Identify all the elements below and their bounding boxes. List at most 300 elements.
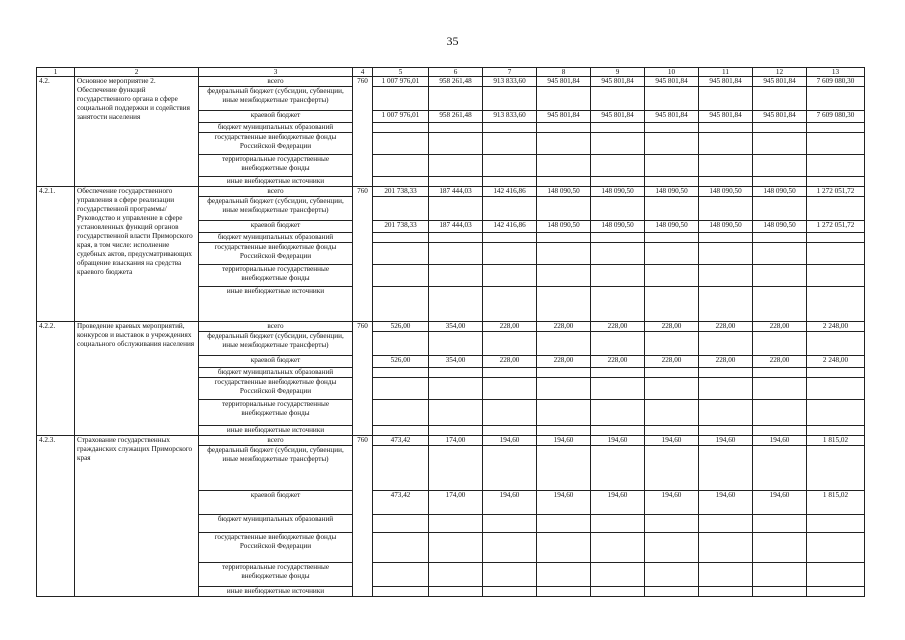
value-cell: 148 090,50 xyxy=(537,221,591,233)
value-cell xyxy=(753,533,807,563)
funding-source: федеральный бюджет (субсидии, субвенции, иные межбюджетные трансферты) xyxy=(199,446,353,491)
value-cell xyxy=(537,378,591,400)
value-cell xyxy=(645,446,699,491)
value-cell xyxy=(807,533,865,563)
value-cell xyxy=(373,155,429,177)
value-cell xyxy=(645,400,699,426)
table-row xyxy=(37,77,865,87)
value-cell xyxy=(373,400,429,426)
value-cell xyxy=(807,243,865,265)
value-cell xyxy=(429,265,483,287)
value-cell xyxy=(807,133,865,155)
value-cell xyxy=(753,368,807,378)
funding-source: территориальные государственные внебюджетные фонды xyxy=(199,265,353,287)
funding-source: бюджет муниципальных образований xyxy=(199,368,353,378)
value-cell xyxy=(591,368,645,378)
funding-source: территориальные государственные внебюджетные фонды xyxy=(199,155,353,177)
value-cell xyxy=(483,368,537,378)
value-cell xyxy=(753,287,807,322)
value-cell: 194,60 xyxy=(753,436,807,446)
value-cell xyxy=(483,587,537,597)
value-cell xyxy=(483,378,537,400)
value-cell xyxy=(807,87,865,111)
value-cell xyxy=(753,587,807,597)
value-cell xyxy=(591,563,645,587)
value-cell xyxy=(807,563,865,587)
value-cell xyxy=(753,332,807,356)
value-cell: 228,00 xyxy=(753,356,807,368)
value-cell xyxy=(537,177,591,187)
value-cell: 148 090,50 xyxy=(699,221,753,233)
header-cell: 12 xyxy=(753,68,807,77)
value-cell xyxy=(753,265,807,287)
value-cell xyxy=(483,287,537,322)
value-cell xyxy=(807,378,865,400)
value-cell xyxy=(591,533,645,563)
value-cell: 142 416,86 xyxy=(483,187,537,197)
item-number: 4.2.3. xyxy=(37,436,75,597)
value-cell xyxy=(807,400,865,426)
value-cell: 958 261,48 xyxy=(429,111,483,123)
funding-source: всего xyxy=(199,187,353,197)
value-cell xyxy=(699,87,753,111)
value-cell xyxy=(699,155,753,177)
value-cell: 7 609 080,30 xyxy=(807,77,865,87)
funding-source: бюджет муниципальных образований xyxy=(199,515,353,533)
value-cell: 945 801,84 xyxy=(699,111,753,123)
value-cell: 228,00 xyxy=(591,356,645,368)
value-cell: 1 272 051,72 xyxy=(807,187,865,197)
page-number: 35 xyxy=(446,34,459,48)
value-cell: 228,00 xyxy=(753,322,807,332)
value-cell xyxy=(373,243,429,265)
value-cell: 945 801,84 xyxy=(591,111,645,123)
value-cell xyxy=(753,243,807,265)
value-cell xyxy=(429,563,483,587)
value-cell xyxy=(645,287,699,322)
value-cell xyxy=(373,123,429,133)
value-cell xyxy=(807,197,865,221)
value-cell xyxy=(807,177,865,187)
value-cell xyxy=(537,563,591,587)
value-cell xyxy=(699,123,753,133)
value-cell xyxy=(753,515,807,533)
funding-source: бюджет муниципальных образований xyxy=(199,233,353,243)
value-cell: 945 801,84 xyxy=(537,77,591,87)
item-name: Страхование государственных гражданских служащих Приморского края xyxy=(75,436,199,597)
value-cell xyxy=(537,515,591,533)
value-cell: 228,00 xyxy=(645,356,699,368)
value-cell xyxy=(807,368,865,378)
value-cell: 945 801,84 xyxy=(645,77,699,87)
value-cell xyxy=(483,123,537,133)
header-cell: 10 xyxy=(645,68,699,77)
value-cell xyxy=(807,446,865,491)
value-cell xyxy=(483,155,537,177)
funding-source: федеральный бюджет (субсидии, субвенции, иные межбюджетные трансферты) xyxy=(199,332,353,356)
funding-source: краевой бюджет xyxy=(199,111,353,123)
value-cell xyxy=(373,233,429,243)
value-cell xyxy=(537,265,591,287)
value-cell xyxy=(537,426,591,436)
funding-source: иные внебюджетные источники xyxy=(199,177,353,187)
value-cell xyxy=(645,533,699,563)
value-cell xyxy=(373,197,429,221)
value-cell xyxy=(699,400,753,426)
value-cell: 148 090,50 xyxy=(645,187,699,197)
funding-source: территориальные государственные внебюджетные фонды xyxy=(199,563,353,587)
value-cell xyxy=(591,133,645,155)
executor-code: 760 xyxy=(353,322,373,436)
value-cell: 187 444,03 xyxy=(429,221,483,233)
value-cell: 148 090,50 xyxy=(753,221,807,233)
value-cell xyxy=(699,265,753,287)
header-cell: 5 xyxy=(373,68,429,77)
value-cell xyxy=(645,426,699,436)
value-cell xyxy=(807,233,865,243)
value-cell: 526,00 xyxy=(373,356,429,368)
value-cell xyxy=(699,287,753,322)
value-cell: 194,60 xyxy=(753,491,807,515)
value-cell xyxy=(591,515,645,533)
value-cell xyxy=(645,515,699,533)
value-cell xyxy=(483,243,537,265)
value-cell: 142 416,86 xyxy=(483,221,537,233)
value-cell: 7 609 080,30 xyxy=(807,111,865,123)
value-cell: 228,00 xyxy=(699,356,753,368)
value-cell xyxy=(591,446,645,491)
value-cell xyxy=(807,587,865,597)
value-cell xyxy=(373,133,429,155)
header-cell: 8 xyxy=(537,68,591,77)
value-cell xyxy=(537,332,591,356)
funding-source: краевой бюджет xyxy=(199,491,353,515)
value-cell xyxy=(429,155,483,177)
value-cell xyxy=(373,332,429,356)
value-cell xyxy=(537,197,591,221)
value-cell xyxy=(537,287,591,322)
value-cell: 148 090,50 xyxy=(753,187,807,197)
value-cell xyxy=(429,378,483,400)
funding-source: государственные внебюджетные фонды Российской Федерации xyxy=(199,133,353,155)
value-cell xyxy=(699,446,753,491)
value-cell xyxy=(483,515,537,533)
value-cell xyxy=(807,515,865,533)
value-cell xyxy=(373,446,429,491)
value-cell: 148 090,50 xyxy=(591,187,645,197)
value-cell xyxy=(807,332,865,356)
value-cell xyxy=(753,426,807,436)
value-cell xyxy=(429,426,483,436)
value-cell: 1 815,02 xyxy=(807,491,865,515)
executor-code: 760 xyxy=(353,187,373,322)
value-cell: 354,00 xyxy=(429,356,483,368)
value-cell xyxy=(429,243,483,265)
value-cell xyxy=(753,378,807,400)
value-cell xyxy=(483,533,537,563)
value-cell xyxy=(429,446,483,491)
value-cell xyxy=(645,368,699,378)
value-cell xyxy=(537,155,591,177)
value-cell: 228,00 xyxy=(645,322,699,332)
budget-table xyxy=(36,67,865,597)
funding-source: государственные внебюджетные фонды Российской Федерации xyxy=(199,243,353,265)
header-cell: 1 xyxy=(37,68,75,77)
value-cell xyxy=(753,400,807,426)
table-row xyxy=(37,436,865,446)
value-cell xyxy=(807,287,865,322)
value-cell: 194,60 xyxy=(645,491,699,515)
funding-source: всего xyxy=(199,436,353,446)
value-cell: 945 801,84 xyxy=(753,77,807,87)
funding-source: федеральный бюджет (субсидии, субвенции, иные межбюджетные трансферты) xyxy=(199,197,353,221)
value-cell xyxy=(699,563,753,587)
value-cell xyxy=(591,265,645,287)
header-cell: 4 xyxy=(353,68,373,77)
value-cell: 945 801,84 xyxy=(591,77,645,87)
value-cell xyxy=(483,426,537,436)
funding-source: краевой бюджет xyxy=(199,356,353,368)
value-cell: 194,60 xyxy=(645,436,699,446)
value-cell xyxy=(483,133,537,155)
value-cell: 354,00 xyxy=(429,322,483,332)
value-cell xyxy=(483,265,537,287)
value-cell xyxy=(807,265,865,287)
value-cell xyxy=(373,378,429,400)
value-cell xyxy=(373,287,429,322)
item-number: 4.2.1. xyxy=(37,187,75,322)
value-cell xyxy=(429,87,483,111)
value-cell: 194,60 xyxy=(699,436,753,446)
value-cell xyxy=(807,155,865,177)
value-cell xyxy=(483,177,537,187)
value-cell xyxy=(429,533,483,563)
value-cell xyxy=(645,332,699,356)
value-cell xyxy=(373,587,429,597)
value-cell: 194,60 xyxy=(537,436,591,446)
value-cell xyxy=(483,332,537,356)
value-cell xyxy=(591,197,645,221)
value-cell xyxy=(373,368,429,378)
value-cell xyxy=(591,123,645,133)
value-cell xyxy=(591,400,645,426)
value-cell: 1 815,02 xyxy=(807,436,865,446)
value-cell xyxy=(591,587,645,597)
value-cell: 1 007 976,01 xyxy=(373,111,429,123)
value-cell: 945 801,84 xyxy=(753,111,807,123)
value-cell xyxy=(645,233,699,243)
value-cell: 174,00 xyxy=(429,436,483,446)
value-cell: 228,00 xyxy=(591,322,645,332)
value-cell xyxy=(645,378,699,400)
value-cell xyxy=(645,587,699,597)
value-cell xyxy=(645,243,699,265)
value-cell: 228,00 xyxy=(483,356,537,368)
value-cell: 945 801,84 xyxy=(699,77,753,87)
funding-source: территориальные государственные внебюджетные фонды xyxy=(199,400,353,426)
value-cell xyxy=(373,426,429,436)
value-cell xyxy=(753,177,807,187)
value-cell: 194,60 xyxy=(699,491,753,515)
value-cell: 194,60 xyxy=(591,491,645,515)
executor-code: 760 xyxy=(353,436,373,597)
value-cell xyxy=(591,243,645,265)
value-cell xyxy=(537,133,591,155)
funding-source: государственные внебюджетные фонды Российской Федерации xyxy=(199,378,353,400)
value-cell xyxy=(699,587,753,597)
header-cell: 7 xyxy=(483,68,537,77)
value-cell xyxy=(429,197,483,221)
item-name: Основное мероприятие 2. Обеспечение функций государственного органа в сфере социальной поддержки и содействия занятости населения xyxy=(75,77,199,187)
value-cell: 228,00 xyxy=(699,322,753,332)
value-cell xyxy=(645,177,699,187)
header-cell: 6 xyxy=(429,68,483,77)
value-cell xyxy=(483,400,537,426)
value-cell: 228,00 xyxy=(483,322,537,332)
value-cell: 526,00 xyxy=(373,322,429,332)
value-cell xyxy=(373,515,429,533)
value-cell xyxy=(429,332,483,356)
value-cell: 2 248,00 xyxy=(807,356,865,368)
header-cell: 9 xyxy=(591,68,645,77)
value-cell xyxy=(483,446,537,491)
value-cell xyxy=(429,400,483,426)
value-cell xyxy=(373,533,429,563)
value-cell xyxy=(753,155,807,177)
header-row xyxy=(37,68,865,77)
funding-source: краевой бюджет xyxy=(199,221,353,233)
value-cell: 148 090,50 xyxy=(537,187,591,197)
value-cell xyxy=(591,233,645,243)
item-name: Обеспечение государственного управления в сфере реализации государственной программы/ Руководство и управление в сфере установленных функций органов государственной власти Приморского края, в том числе: исполнение судебных актов, предусматривающих обращение взыскания на средства краевого бюджета xyxy=(75,187,199,322)
table-row xyxy=(37,187,865,197)
value-cell xyxy=(645,265,699,287)
value-cell: 194,60 xyxy=(483,436,537,446)
value-cell xyxy=(645,155,699,177)
value-cell xyxy=(483,233,537,243)
value-cell xyxy=(699,426,753,436)
funding-source: государственные внебюджетные фонды Российской Федерации xyxy=(199,533,353,563)
value-cell xyxy=(537,400,591,426)
value-cell xyxy=(429,133,483,155)
value-cell xyxy=(483,563,537,587)
value-cell xyxy=(645,563,699,587)
value-cell xyxy=(699,368,753,378)
executor-code: 760 xyxy=(353,77,373,187)
value-cell xyxy=(807,426,865,436)
table-row xyxy=(37,322,865,332)
value-cell: 958 261,48 xyxy=(429,77,483,87)
value-cell: 473,42 xyxy=(373,436,429,446)
value-cell xyxy=(591,177,645,187)
value-cell xyxy=(591,426,645,436)
value-cell: 945 801,84 xyxy=(645,111,699,123)
value-cell xyxy=(537,446,591,491)
value-cell xyxy=(699,378,753,400)
value-cell xyxy=(807,123,865,133)
value-cell xyxy=(645,123,699,133)
value-cell xyxy=(537,533,591,563)
value-cell: 1 007 976,01 xyxy=(373,77,429,87)
value-cell xyxy=(537,587,591,597)
item-number: 4.2. xyxy=(37,77,75,187)
value-cell xyxy=(429,368,483,378)
value-cell xyxy=(429,123,483,133)
value-cell xyxy=(537,233,591,243)
value-cell: 201 738,33 xyxy=(373,221,429,233)
value-cell xyxy=(591,378,645,400)
value-cell xyxy=(373,265,429,287)
value-cell xyxy=(645,197,699,221)
value-cell xyxy=(699,177,753,187)
value-cell xyxy=(645,133,699,155)
value-cell: 148 090,50 xyxy=(645,221,699,233)
value-cell: 945 801,84 xyxy=(537,111,591,123)
value-cell: 148 090,50 xyxy=(591,221,645,233)
value-cell: 913 833,60 xyxy=(483,77,537,87)
value-cell xyxy=(699,133,753,155)
value-cell xyxy=(429,233,483,243)
funding-source: иные внебюджетные источники xyxy=(199,426,353,436)
value-cell: 228,00 xyxy=(537,322,591,332)
header-cell: 11 xyxy=(699,68,753,77)
value-cell xyxy=(429,515,483,533)
value-cell xyxy=(591,287,645,322)
value-cell: 194,60 xyxy=(483,491,537,515)
value-cell xyxy=(537,243,591,265)
value-cell xyxy=(537,87,591,111)
value-cell xyxy=(699,533,753,563)
value-cell: 1 272 051,72 xyxy=(807,221,865,233)
value-cell xyxy=(753,446,807,491)
value-cell: 913 833,60 xyxy=(483,111,537,123)
item-name: Проведение краевых мероприятий, конкурсов и выставок в учреждениях социального обслуживания населения xyxy=(75,322,199,436)
value-cell xyxy=(753,563,807,587)
value-cell: 187 444,03 xyxy=(429,187,483,197)
value-cell xyxy=(699,515,753,533)
value-cell xyxy=(373,87,429,111)
value-cell xyxy=(429,177,483,187)
funding-source: всего xyxy=(199,322,353,332)
value-cell xyxy=(753,87,807,111)
value-cell xyxy=(753,123,807,133)
header-cell: 3 xyxy=(199,68,353,77)
funding-source: иные внебюджетные источники xyxy=(199,287,353,322)
value-cell xyxy=(373,177,429,187)
value-cell: 2 248,00 xyxy=(807,322,865,332)
value-cell: 194,60 xyxy=(537,491,591,515)
value-cell: 174,00 xyxy=(429,491,483,515)
funding-source: иные внебюджетные источники xyxy=(199,587,353,597)
value-cell xyxy=(645,87,699,111)
value-cell xyxy=(699,332,753,356)
funding-source: бюджет муниципальных образований xyxy=(199,123,353,133)
funding-source: всего xyxy=(199,77,353,87)
value-cell: 148 090,50 xyxy=(699,187,753,197)
value-cell xyxy=(699,243,753,265)
header-cell: 13 xyxy=(807,68,865,77)
item-number: 4.2.2. xyxy=(37,322,75,436)
value-cell xyxy=(699,233,753,243)
value-cell xyxy=(591,332,645,356)
funding-source: федеральный бюджет (субсидии, субвенции, иные межбюджетные трансферты) xyxy=(199,87,353,111)
value-cell: 194,60 xyxy=(591,436,645,446)
value-cell xyxy=(591,155,645,177)
value-cell xyxy=(591,87,645,111)
value-cell xyxy=(429,587,483,597)
value-cell xyxy=(537,368,591,378)
value-cell xyxy=(753,133,807,155)
